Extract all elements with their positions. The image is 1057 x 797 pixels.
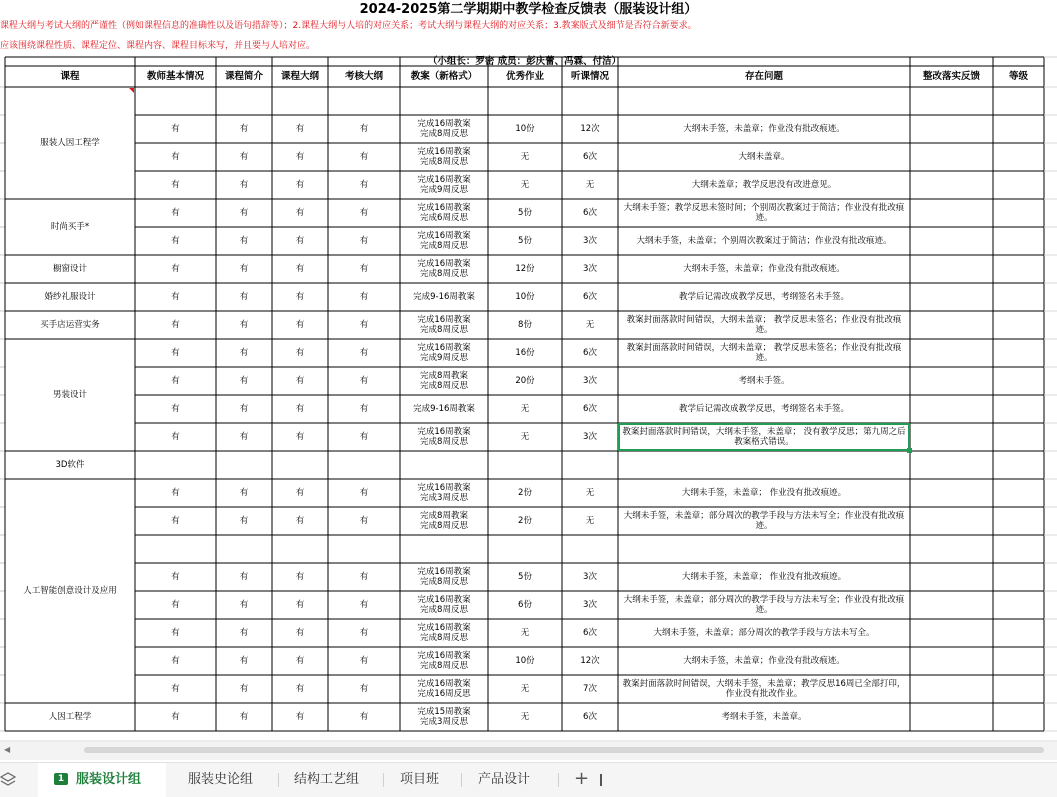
- table-cell[interactable]: 完成16周教案 完成9周反思: [417, 343, 471, 363]
- table-cell[interactable]: 无: [520, 152, 530, 162]
- table-cell[interactable]: 完成16周教案 完成8周反思: [417, 623, 471, 643]
- table-cell[interactable]: 有: [359, 432, 369, 442]
- table-cell[interactable]: 完成16周教案 完成8周反思: [417, 427, 471, 447]
- table-cell[interactable]: 有: [359, 376, 369, 386]
- tab-divider: [558, 773, 559, 787]
- feedback-cell[interactable]: [910, 647, 993, 675]
- grade-cell[interactable]: [993, 311, 1044, 339]
- table-cell[interactable]: [400, 87, 488, 115]
- table-cell[interactable]: 3次: [583, 376, 597, 386]
- table-cell[interactable]: 完成16周教案 完成8周反思: [417, 231, 471, 251]
- tab-divider: [461, 773, 462, 787]
- table-cell[interactable]: 有: [359, 684, 369, 694]
- column-header[interactable]: 教师基本情况: [146, 70, 204, 82]
- table-cell[interactable]: [216, 87, 272, 115]
- table-cell[interactable]: 有: [295, 208, 305, 218]
- table-cell[interactable]: 有: [239, 684, 249, 694]
- table-cell[interactable]: 无: [520, 404, 530, 414]
- table-cell[interactable]: 有: [295, 600, 305, 610]
- table-cell[interactable]: 5份: [518, 236, 532, 246]
- issue-cell[interactable]: 考纲未手签，未盖章。: [721, 712, 807, 722]
- tab-divider: [278, 773, 279, 787]
- table-cell[interactable]: [562, 87, 618, 115]
- table-cell[interactable]: [272, 535, 328, 563]
- course-name-cell[interactable]: 橱窗设计: [52, 264, 87, 274]
- table-cell[interactable]: 完成8周教案 完成8周反思: [420, 371, 468, 391]
- table-cell[interactable]: 有: [239, 320, 249, 330]
- feedback-cell[interactable]: [910, 703, 993, 731]
- table-cell[interactable]: 完成15周教案 完成3周反思: [417, 707, 471, 727]
- table-cell[interactable]: 6次: [583, 404, 597, 414]
- grade-cell[interactable]: [993, 703, 1044, 731]
- table-cell[interactable]: 无: [585, 516, 595, 526]
- table-cell[interactable]: 无: [585, 320, 595, 330]
- table-cell[interactable]: 有: [359, 404, 369, 414]
- table-cell[interactable]: 有: [171, 600, 180, 610]
- table-cell[interactable]: 完成16周教案 完成8周反思: [417, 651, 471, 671]
- column-header[interactable]: 课程简介: [224, 70, 263, 82]
- table-cell[interactable]: 有: [295, 348, 305, 358]
- grade-cell[interactable]: [993, 115, 1044, 143]
- table-cell[interactable]: 有: [239, 264, 249, 274]
- table-cell[interactable]: 有: [295, 572, 305, 582]
- table-cell[interactable]: 12份: [515, 264, 535, 274]
- issue-cell[interactable]: 教案封面落款时间错误，大纲未盖章； 教学反思未签名；作业没有批改痕迹。: [626, 343, 902, 363]
- table-cell[interactable]: 有: [171, 684, 180, 694]
- table-cell[interactable]: [216, 451, 272, 479]
- issue-cell[interactable]: 大纲未盖章。: [738, 152, 790, 162]
- table-cell[interactable]: 有: [171, 572, 180, 582]
- table-cell[interactable]: 有: [295, 320, 305, 330]
- table-cell[interactable]: 有: [359, 124, 369, 134]
- table-cell[interactable]: 有: [295, 488, 305, 498]
- column-header[interactable]: 课程: [60, 70, 80, 82]
- table-cell[interactable]: 完成16周教案 完成16周反思: [417, 679, 471, 699]
- sheet-badge: 1: [54, 773, 68, 785]
- table-cell[interactable]: 有: [171, 404, 180, 414]
- table-cell[interactable]: 有: [295, 516, 305, 526]
- tab-product-design[interactable]: 产品设计: [478, 772, 531, 787]
- table-cell[interactable]: 有: [295, 432, 305, 442]
- tab-project-class[interactable]: 项目班: [400, 772, 440, 787]
- grade-cell[interactable]: [993, 255, 1044, 283]
- feedback-cell[interactable]: [910, 395, 993, 423]
- table-cell[interactable]: 有: [171, 292, 180, 302]
- feedback-cell[interactable]: [910, 87, 993, 115]
- table-cell[interactable]: 3次: [583, 264, 597, 274]
- table-cell[interactable]: 有: [239, 376, 249, 386]
- table-cell[interactable]: [488, 87, 562, 115]
- tab-fashion-history-group[interactable]: 服装史论组: [188, 772, 254, 787]
- feedback-cell[interactable]: [910, 227, 993, 255]
- table-cell[interactable]: [328, 535, 400, 563]
- table-cell[interactable]: 6次: [583, 292, 597, 302]
- table-cell[interactable]: 有: [171, 516, 180, 526]
- course-name-cell[interactable]: 买手店运营实务: [40, 320, 100, 330]
- table-cell[interactable]: 有: [239, 628, 249, 638]
- course-name-cell[interactable]: 男装设计: [52, 390, 87, 400]
- feedback-cell[interactable]: [910, 115, 993, 143]
- add-sheet-icon[interactable]: +: [574, 768, 590, 789]
- issue-cell[interactable]: 大纲未盖章；教学反思没有改进意见。: [691, 180, 837, 190]
- table-cell[interactable]: 6次: [583, 152, 597, 162]
- column-header[interactable]: 存在问题: [744, 70, 783, 82]
- course-name-cell[interactable]: 时尚买手*: [50, 222, 90, 232]
- issue-cell[interactable]: 教学后记需改成教学反思，考纲签名未手签。: [678, 292, 849, 302]
- table-cell[interactable]: 10份: [515, 656, 535, 666]
- tab-structure-craft-group[interactable]: 结构工艺组: [294, 772, 360, 787]
- issue-cell[interactable]: 考纲未手签。: [738, 376, 790, 386]
- table-cell[interactable]: 有: [239, 656, 249, 666]
- table-cell[interactable]: [400, 535, 488, 563]
- table-cell[interactable]: 有: [171, 180, 180, 190]
- feedback-cell[interactable]: [910, 451, 993, 479]
- table-cell[interactable]: 无: [520, 628, 530, 638]
- sheet-tab-bar: [0, 762, 1057, 797]
- table-cell[interactable]: 有: [295, 124, 305, 134]
- table-cell[interactable]: 有: [359, 348, 369, 358]
- issue-cell[interactable]: [618, 535, 910, 563]
- grade-cell[interactable]: [993, 451, 1044, 479]
- table-cell[interactable]: [135, 451, 216, 479]
- table-cell[interactable]: 6次: [583, 712, 597, 722]
- grade-cell[interactable]: [993, 591, 1044, 619]
- grade-cell[interactable]: [993, 339, 1044, 367]
- table-cell[interactable]: 有: [359, 208, 369, 218]
- feedback-cell[interactable]: [910, 507, 993, 535]
- tab-divider: [383, 773, 384, 787]
- column-header[interactable]: 教案（新格式）: [410, 70, 478, 82]
- feedback-cell[interactable]: [910, 171, 993, 199]
- feedback-cell[interactable]: [910, 143, 993, 171]
- grade-cell[interactable]: [993, 143, 1044, 171]
- table-cell[interactable]: 10份: [515, 124, 535, 134]
- issue-cell[interactable]: 大纲未手签，未盖章；部分周次的教学手段与方法未写全；作业没有批改痕迹。: [623, 511, 905, 531]
- table-cell[interactable]: 有: [239, 208, 249, 218]
- table-cell[interactable]: 完成16周教案 完成8周反思: [417, 259, 471, 279]
- issue-cell[interactable]: 大纲未手签，未盖章；作业没有批改痕迹。: [683, 264, 845, 274]
- feedback-cell[interactable]: [910, 535, 993, 563]
- column-header[interactable]: 优秀作业: [505, 70, 544, 82]
- table-cell[interactable]: 完成16周教案 完成6周反思: [417, 203, 471, 223]
- table-cell[interactable]: 有: [239, 488, 249, 498]
- table-cell[interactable]: 有: [295, 376, 305, 386]
- table-cell[interactable]: 有: [359, 488, 369, 498]
- issue-cell[interactable]: 大纲未手签，未盖章； 作业没有批改痕迹。: [681, 572, 847, 582]
- table-cell[interactable]: [400, 451, 488, 479]
- table-cell[interactable]: 完成16周教案 完成8周反思: [417, 147, 471, 167]
- course-name-cell[interactable]: 服装人因工程学: [40, 138, 100, 148]
- table-cell[interactable]: 有: [295, 152, 305, 162]
- table-cell[interactable]: 有: [359, 320, 369, 330]
- table-cell[interactable]: 7次: [583, 684, 597, 694]
- issue-cell[interactable]: 大纲未手签，未盖章；作业没有批改痕迹。: [683, 656, 845, 666]
- table-cell[interactable]: 完成16周教案 完成9周反思: [417, 175, 471, 195]
- grade-cell[interactable]: [993, 87, 1044, 115]
- table-cell[interactable]: 无: [585, 180, 595, 190]
- table-cell[interactable]: 有: [295, 404, 305, 414]
- table-cell[interactable]: 有: [359, 152, 369, 162]
- grade-cell[interactable]: [993, 535, 1044, 563]
- grade-cell[interactable]: [993, 619, 1044, 647]
- table-cell[interactable]: 有: [239, 572, 249, 582]
- grade-cell[interactable]: [993, 199, 1044, 227]
- table-cell[interactable]: 有: [171, 348, 180, 358]
- table-cell[interactable]: 5份: [518, 572, 532, 582]
- issue-cell[interactable]: 教案封面落款时间错误，大纲未手签，未盖章； 没有教学反思；第九周之后教案格式错误。: [618, 423, 910, 451]
- table-cell[interactable]: 6次: [583, 348, 597, 358]
- table-cell[interactable]: 有: [171, 124, 180, 134]
- table-cell[interactable]: 6次: [583, 628, 597, 638]
- table-cell[interactable]: 有: [359, 292, 369, 302]
- issue-cell[interactable]: 大纲未手签，未盖章；部分周次的教学手段与方法未写全。: [653, 628, 875, 638]
- table-cell[interactable]: 12次: [580, 124, 600, 134]
- table-cell[interactable]: 20份: [515, 376, 535, 386]
- table-cell[interactable]: [562, 535, 618, 563]
- tab-label: 服装设计组: [76, 772, 142, 787]
- table-cell[interactable]: 有: [239, 152, 249, 162]
- table-cell[interactable]: 有: [239, 516, 249, 526]
- sheet-menu-icon[interactable]: [600, 774, 602, 786]
- table-cell[interactable]: [135, 535, 216, 563]
- column-header[interactable]: 整改落实反馈: [922, 70, 980, 82]
- issue-cell[interactable]: 教案封面落款时间错误，大纲未手签，未盖章；教学反思16周已全部打印，作业没有批改作业。: [622, 679, 906, 699]
- feedback-cell[interactable]: [910, 255, 993, 283]
- table-cell[interactable]: 完成8周教案 完成8周反思: [420, 511, 468, 531]
- table-cell[interactable]: 有: [171, 656, 180, 666]
- table-cell[interactable]: 完成16周教案 完成3周反思: [417, 483, 471, 503]
- column-header[interactable]: 听课情况: [570, 70, 609, 82]
- feedback-cell[interactable]: [910, 199, 993, 227]
- table-cell[interactable]: 6次: [583, 208, 597, 218]
- course-name-cell[interactable]: 3D软件: [55, 460, 85, 470]
- course-name-cell[interactable]: 人因工程学: [48, 712, 92, 722]
- table-cell[interactable]: 有: [295, 712, 305, 722]
- table-cell[interactable]: 有: [171, 208, 180, 218]
- table-cell[interactable]: [488, 451, 562, 479]
- spreadsheet-grid[interactable]: [0, 55, 1057, 727]
- table-cell[interactable]: 有: [171, 236, 180, 246]
- issue-cell[interactable]: 大纲未手签，未盖章；部分周次的教学手段与方法未写全；作业没有批改痕迹。: [623, 595, 905, 615]
- horizontal-scrollbar[interactable]: [0, 742, 1057, 760]
- table-cell[interactable]: 完成16周教案 完成8周反思: [417, 595, 471, 615]
- course-name-cell[interactable]: 人工智能创意设计及应用: [23, 586, 117, 596]
- grade-cell[interactable]: [993, 171, 1044, 199]
- table-cell[interactable]: 10份: [515, 292, 535, 302]
- table-cell[interactable]: 有: [239, 348, 249, 358]
- table-cell[interactable]: 有: [171, 152, 180, 162]
- table-cell[interactable]: 有: [171, 376, 180, 386]
- feedback-cell[interactable]: [910, 367, 993, 395]
- scrollbar-thumb[interactable]: [84, 747, 1044, 753]
- table-cell[interactable]: 完成9-16周教案: [413, 404, 475, 414]
- table-cell[interactable]: 无: [520, 432, 530, 442]
- grade-cell[interactable]: [993, 367, 1044, 395]
- grade-cell[interactable]: [993, 675, 1044, 703]
- issue-cell[interactable]: [618, 451, 910, 479]
- table-cell[interactable]: 有: [239, 712, 249, 722]
- feedback-cell[interactable]: [910, 339, 993, 367]
- grade-cell[interactable]: [993, 479, 1044, 507]
- table-cell[interactable]: 有: [295, 684, 305, 694]
- table-cell[interactable]: 有: [239, 404, 249, 414]
- table-cell[interactable]: 有: [359, 180, 369, 190]
- table-cell[interactable]: 有: [295, 628, 305, 638]
- table-cell[interactable]: 有: [295, 236, 305, 246]
- issue-cell[interactable]: 教学后记需改成教学反思，考纲签名未手签。: [678, 404, 849, 414]
- issue-cell[interactable]: 教案封面落款时间错误，大纲未盖章； 教学反思未签名；作业没有批改痕迹。: [626, 315, 902, 335]
- feedback-cell[interactable]: [910, 563, 993, 591]
- tab-fashion-design-group[interactable]: [38, 763, 166, 797]
- table-cell[interactable]: 有: [171, 264, 180, 274]
- table-cell[interactable]: 完成9-16周教案: [413, 292, 475, 302]
- feedback-cell[interactable]: [910, 675, 993, 703]
- column-header[interactable]: 等级: [1008, 70, 1028, 82]
- table-cell[interactable]: [135, 87, 216, 115]
- group-members-line[interactable]: （小组长：罗密 成员：彭庆蕾、冯霖、付洁）: [427, 55, 622, 67]
- table-cell[interactable]: 无: [520, 684, 530, 694]
- review-note-1: 课程大纲与考试大纲的严谨性（例如课程信息的准确性以及语句措辞等）；2.课程大纲与人培的对应关系；考试大纲与课程大纲的对应关系；3.教案版式及细节是否符合新要求。: [0, 21, 697, 31]
- table-cell[interactable]: 有: [171, 488, 180, 498]
- table-cell[interactable]: 16份: [515, 348, 535, 358]
- table-cell[interactable]: 有: [171, 628, 180, 638]
- grade-cell[interactable]: [993, 563, 1044, 591]
- table-cell[interactable]: 有: [171, 432, 180, 442]
- table-cell[interactable]: 有: [359, 628, 369, 638]
- table-cell[interactable]: 3次: [583, 572, 597, 582]
- table-cell[interactable]: 有: [295, 292, 305, 302]
- grade-cell[interactable]: [993, 227, 1044, 255]
- table-cell[interactable]: 6份: [518, 600, 532, 610]
- table-cell[interactable]: 有: [295, 180, 305, 190]
- table-cell[interactable]: 12次: [580, 656, 600, 666]
- issue-cell[interactable]: 大纲未手签，未盖章；个别周次教案过于简洁；作业没有批改痕迹。: [636, 236, 892, 246]
- issue-cell[interactable]: 大纲未手签；教学反思未签时间；个别周次教案过于简洁；作业没有批改痕迹。: [623, 203, 905, 223]
- issue-cell[interactable]: 大纲未手签，未盖章； 作业没有批改痕迹。: [681, 488, 847, 498]
- table-cell[interactable]: 无: [520, 712, 530, 722]
- table-cell[interactable]: 有: [239, 292, 249, 302]
- grade-cell[interactable]: [993, 423, 1044, 451]
- table-cell[interactable]: [562, 451, 618, 479]
- feedback-cell[interactable]: [910, 619, 993, 647]
- table-cell[interactable]: [272, 451, 328, 479]
- column-header[interactable]: 考核大纲: [344, 70, 383, 82]
- feedback-cell[interactable]: [910, 283, 993, 311]
- grade-cell[interactable]: [993, 395, 1044, 423]
- issue-cell[interactable]: [618, 87, 910, 115]
- table-cell[interactable]: 8份: [518, 320, 532, 330]
- table-cell[interactable]: 有: [295, 264, 305, 274]
- table-cell[interactable]: 有: [239, 180, 249, 190]
- table-cell[interactable]: 有: [295, 656, 305, 666]
- table-cell[interactable]: 有: [359, 236, 369, 246]
- table-cell[interactable]: 有: [239, 600, 249, 610]
- layers-icon[interactable]: [0, 771, 16, 789]
- review-note-2: 应该围绕课程性质、课程定位、课程内容、课程目标来写，并且要与人培对应。: [0, 41, 316, 51]
- table-cell[interactable]: 有: [359, 600, 369, 610]
- table-cell[interactable]: 完成16周教案 完成8周反思: [417, 119, 471, 139]
- table-cell[interactable]: 3次: [583, 432, 597, 442]
- table-cell[interactable]: 有: [359, 572, 369, 582]
- table-cell[interactable]: 5份: [518, 208, 532, 218]
- table-cell[interactable]: 有: [359, 264, 369, 274]
- table-cell[interactable]: [328, 87, 400, 115]
- table-cell[interactable]: 有: [359, 712, 369, 722]
- sheet-title: 2024-2025第二学期期中教学检查反馈表（服装设计组）: [359, 2, 698, 17]
- feedback-cell[interactable]: [910, 311, 993, 339]
- table-cell[interactable]: 无: [585, 488, 595, 498]
- table-cell[interactable]: 有: [239, 236, 249, 246]
- feedback-cell[interactable]: [910, 479, 993, 507]
- grade-cell[interactable]: [993, 507, 1044, 535]
- table-cell[interactable]: 完成16周教案 完成8周反思: [417, 315, 471, 335]
- issue-cell[interactable]: 大纲未手签，未盖章；作业没有批改痕迹。: [683, 124, 845, 134]
- scroll-left-icon[interactable]: ◀: [4, 745, 11, 754]
- table-cell[interactable]: 2份: [518, 488, 532, 498]
- feedback-cell[interactable]: [910, 591, 993, 619]
- table-cell[interactable]: 有: [171, 320, 180, 330]
- table-cell[interactable]: 有: [239, 432, 249, 442]
- table-cell[interactable]: [272, 87, 328, 115]
- table-cell[interactable]: 有: [239, 124, 249, 134]
- table-cell[interactable]: 2份: [518, 516, 532, 526]
- table-cell[interactable]: 3次: [583, 236, 597, 246]
- table-cell[interactable]: 有: [359, 656, 369, 666]
- course-name-cell[interactable]: 婚纱礼服设计: [44, 292, 96, 302]
- table-cell[interactable]: 有: [359, 516, 369, 526]
- table-cell[interactable]: 完成16周教案 完成8周反思: [417, 567, 471, 587]
- grade-cell[interactable]: [993, 283, 1044, 311]
- table-cell[interactable]: 无: [520, 180, 530, 190]
- table-cell[interactable]: [216, 535, 272, 563]
- column-header[interactable]: 课程大纲: [280, 70, 319, 82]
- table-cell[interactable]: 3次: [583, 600, 597, 610]
- feedback-cell[interactable]: [910, 423, 993, 451]
- table-cell[interactable]: [328, 451, 400, 479]
- table-cell[interactable]: 有: [171, 712, 180, 722]
- table-cell[interactable]: [488, 535, 562, 563]
- grade-cell[interactable]: [993, 647, 1044, 675]
